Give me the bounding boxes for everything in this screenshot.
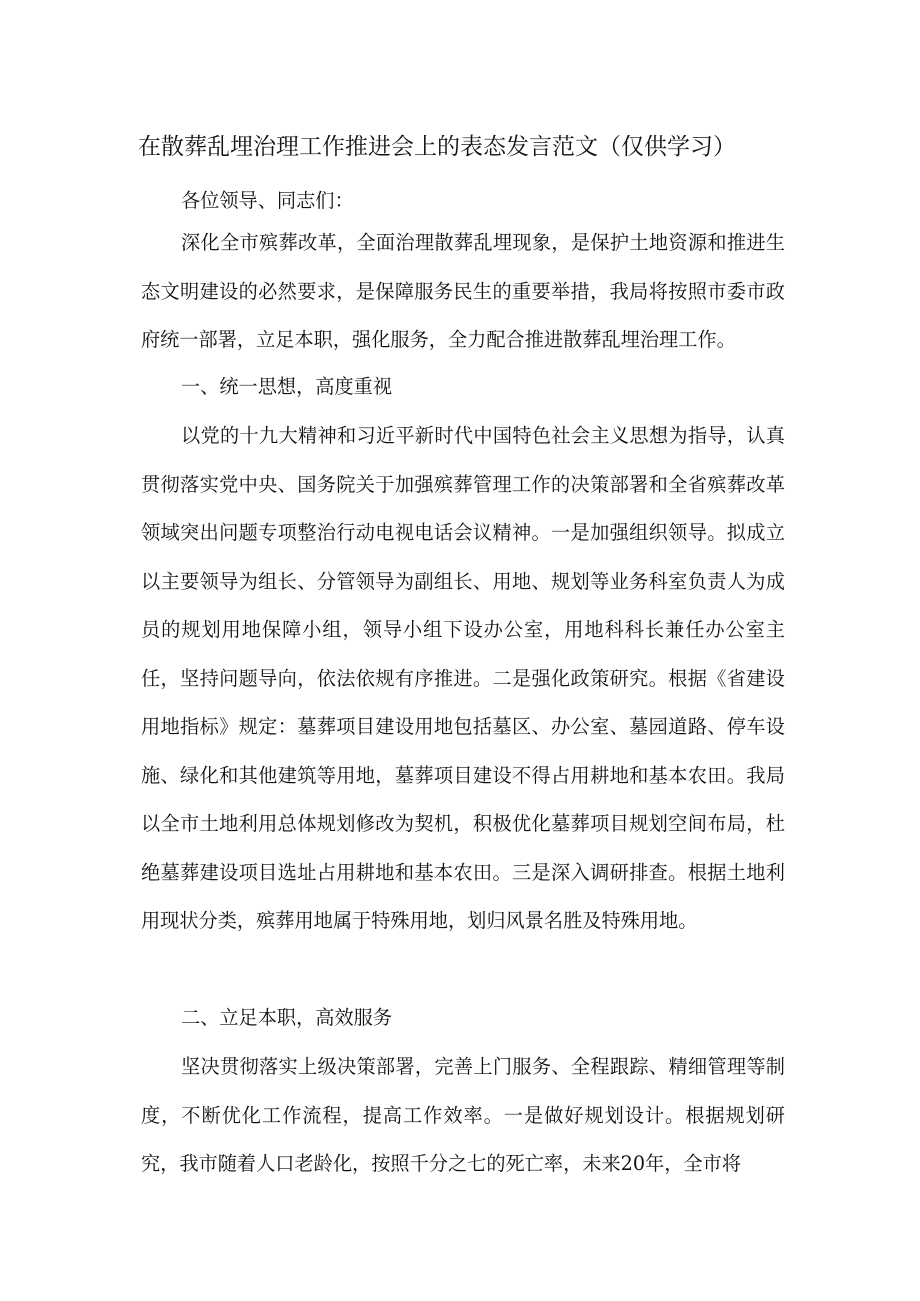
section-1-heading: 一、统一思想，高度重视	[181, 375, 393, 398]
document-title: 在散葬乱埋治理工作推进会上的表态发言范文（仅供学习）	[138, 134, 736, 160]
salutation: 各位领导、同志们：	[181, 189, 354, 212]
section-1-body: 以党的十九大精神和习近平新时代中国特色社会主义思想为指导，认真贯彻落实党中央、国务院关于加强殡葬管理工作的决策部署和全省殡葬改革领域突出问题专项整治行动电视电话会议精神。一是加强组织领导。拟成立以主要领导为组长、分管领导为副组长、用地、规划等业务科室负责人为成员的规划用地保障小组，领导小组下设办公室，用地科科长兼任办公室主任，坚持问题导向，依法依规有序推进。二是强化政策研究。根据《省建设用地指标》规定：墓葬项目建设用地包括墓区、办公室、墓园道路、停车设施、绿化和其他建筑等用地，墓葬项目建设不得占用耕地和基本农田。我局以全市土地利用总体规划修改为契机，积极优化墓葬项目规划空间布局，杜绝墓葬建设项目选址占用耕地和基本农田。三是深入调研排查。根据土地利用现状分类，殡葬用地属于特殊用地，划归风景名胜及特殊用地。	[141, 424, 785, 932]
section-2-heading: 二、立足本职，高效服务	[181, 1006, 393, 1029]
intro-paragraph: 深化全市殡葬改革，全面治理散葬乱埋现象，是保护土地资源和推进生态文明建设的必然要求，是保障服务民生的重要举措，我局将按照市委市政府统一部署，立足本职，强化服务，全力配合推进散葬乱埋治理工作。	[141, 231, 785, 351]
section-2-body: 坚决贯彻落实上级决策部署，完善上门服务、全程跟踪、精细管理等制度，不断优化工作流程，提高工作效率。一是做好规划设计。根据规划研究，我市随着人口老龄化，按照千分之七的死亡率，未来20年，全市将	[141, 1055, 785, 1175]
